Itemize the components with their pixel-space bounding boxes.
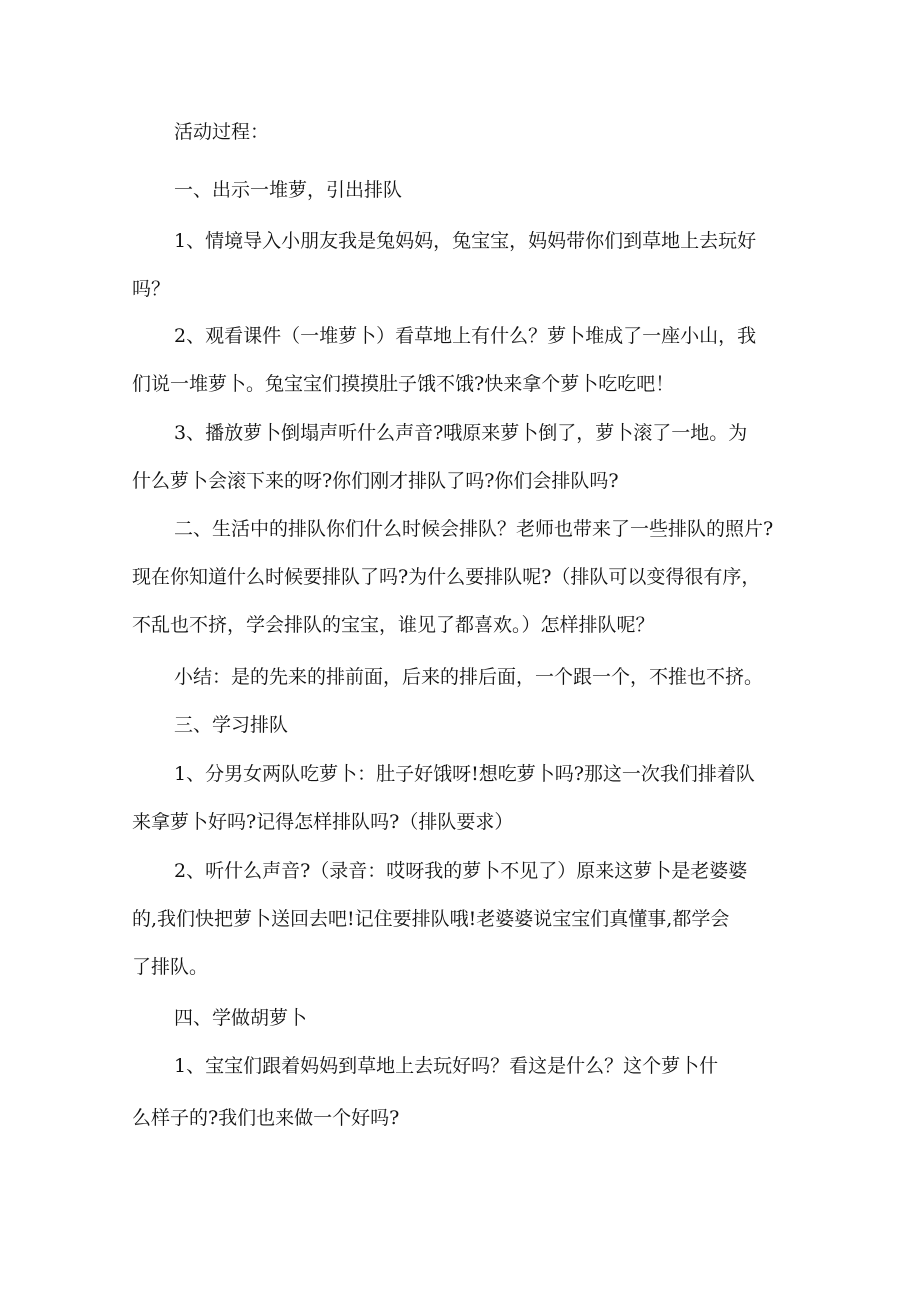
step-1-3 — [132, 409, 812, 505]
paragraph-line: 吗？ — [132, 278, 171, 300]
paragraph-line: 来拿萝卜好吗?记得怎样排队吗?（排队要求） — [132, 811, 514, 833]
paragraph-line: 不乱也不挤，学会排队的宝宝，谁见了都喜欢。）怎样排队呢？ — [132, 614, 655, 636]
paragraph-line: 三、学习排队 — [174, 714, 289, 736]
step-1-1 — [132, 217, 812, 313]
step-3-1 — [132, 750, 812, 846]
summary — [132, 653, 812, 701]
paragraph-line: 么样子的?我们也来做一个好吗? — [132, 1107, 400, 1129]
paragraph-line: 什么萝卜会滚下来的呀?你们刚才排队了吗?你们会排队吗? — [132, 470, 619, 492]
step-4-1 — [132, 1042, 812, 1142]
section-4-title — [132, 994, 812, 1042]
paragraph-line: 活动过程： — [174, 121, 270, 143]
heading-process — [132, 108, 812, 156]
paragraph-line: 二、生活中的排队你们什么时候会排队？老师也带来了一些排队的照片? — [174, 518, 774, 540]
paragraph-line: 1、情境导入小朋友我是兔妈妈，兔宝宝，妈妈带你们到草地上去玩好 — [174, 230, 757, 252]
paragraph-line: 四、学做胡萝卜 — [174, 1007, 308, 1029]
paragraph-line: 2、观看课件（一堆萝卜）看草地上有什么？萝卜堆成了一座小山，我 — [174, 325, 757, 347]
paragraph-line: 小结：是的先来的排前面，后来的排后面，一个跟一个，不推也不挤。 — [174, 666, 764, 688]
paragraph-line: 们说一堆萝卜。兔宝宝们摸摸肚子饿不饿?快来拿个萝卜吃吃吧！ — [132, 373, 675, 395]
step-1-2 — [132, 312, 812, 408]
section-3-title — [132, 701, 812, 749]
paragraph-line: 了排队。 — [132, 956, 209, 978]
step-3-2 — [132, 847, 812, 991]
paragraph-line: 2、听什么声音?（录音：哎呀我的萝卜不见了）原来这萝卜是老婆婆 — [174, 860, 748, 882]
paragraph-line: 一、出示一堆萝，引出排队 — [174, 179, 403, 201]
section-2 — [132, 505, 812, 649]
paragraph-line: 的,我们快把萝卜送回去吧!记住要排队哦!老婆婆说宝宝们真懂事,都学会 — [132, 908, 730, 930]
section-1-title — [132, 166, 812, 214]
paragraph-line: 1、宝宝们跟着妈妈到草地上去玩好吗？看这是什么？这个萝卜什 — [174, 1055, 719, 1077]
paragraph-line: 3、播放萝卜倒塌声听什么声音?哦原来萝卜倒了，萝卜滚了一地。为 — [174, 422, 748, 444]
paragraph-line: 现在你知道什么时候要排队了吗?为什么要排队呢?（排队可以变得很有序， — [132, 566, 761, 588]
paragraph-line: 1、分男女两队吃萝卜：肚子好饿呀!想吃萝卜吗?那这一次我们排着队 — [174, 763, 755, 785]
